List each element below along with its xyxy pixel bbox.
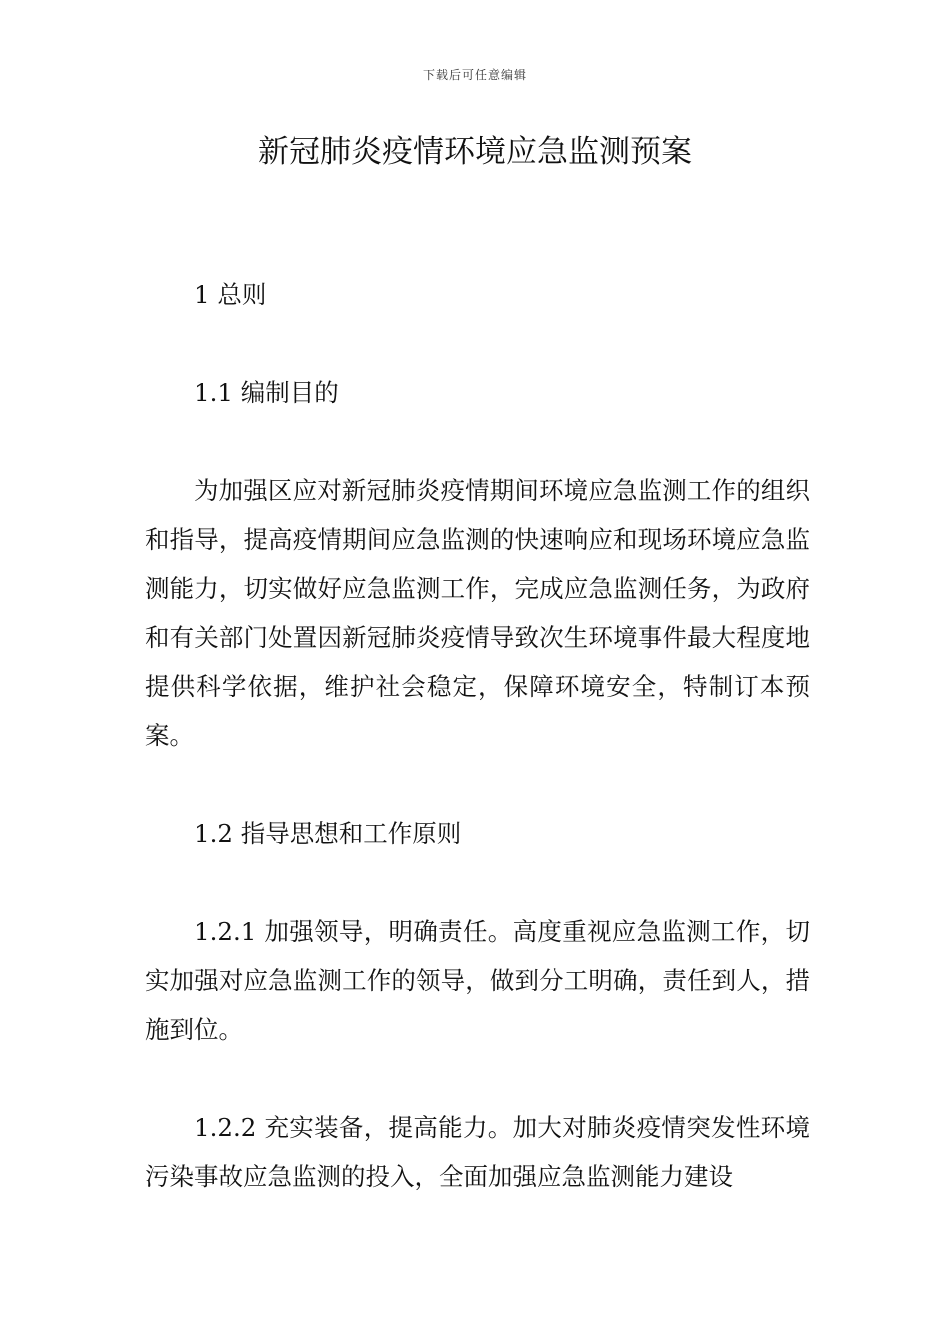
paragraph-gap [145,858,810,907]
section-heading-1-1: 1.1 编制目的 [194,378,339,407]
paragraph-gap [145,760,810,809]
paragraph-gap [145,319,810,368]
section-heading-1: 1 总则 [194,280,267,309]
paragraph-1-2-1: 1.2.1 加强领导，明确责任。高度重视应急监测工作，切实加强对应急监测工作的领导，做到分工明确，责任到人，措施到位。 [145,917,810,1044]
section-heading-1-2: 1.2 指导思想和工作原则 [194,819,462,848]
document-body [145,270,810,1201]
paragraph-gap [145,417,810,466]
document-title: 新冠肺炎疫情环境应急监测预案 [258,134,692,170]
header-note: 下载后可任意编辑 [422,68,527,82]
paragraph-purpose: 为加强区应对新冠肺炎疫情期间环境应急监测工作的组织和指导，提高疫情期间应急监测的快速响应和现场环境应急监测能力，切实做好应急监测工作，完成应急监测任务，为政府和有关部门处置因新冠肺炎疫情导致次生环境事件最大程度地提供科学依据，维护社会稳定，保障环境安全，特制订本预案。 [145,476,810,750]
paragraph-gap [145,1054,810,1103]
paragraph-1-2-2: 1.2.2 充实装备，提高能力。加大对肺炎疫情突发性环境污染事故应急监测的投入，全面加强应急监测能力建设 [145,1113,810,1191]
